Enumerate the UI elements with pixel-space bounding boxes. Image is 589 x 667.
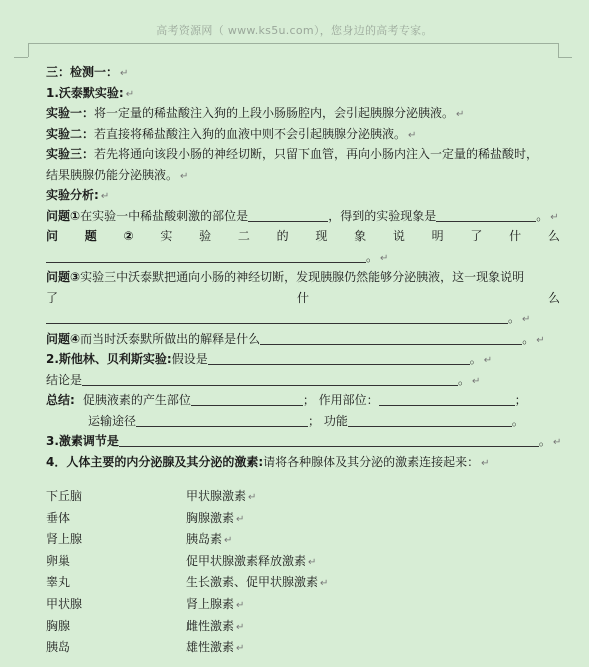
answer-blank[interactable] bbox=[119, 432, 539, 447]
list-item: 睾丸 生长激素、促甲状腺激素 ↵ bbox=[46, 575, 329, 590]
answer-blank[interactable] bbox=[46, 309, 508, 324]
list-item: 肾上腺 胰岛素 ↵ bbox=[46, 532, 233, 547]
list-item: 胸腺 雌性激素 ↵ bbox=[46, 618, 245, 633]
question-1: 问题①在实验一中稀盐酸刺激的部位是 ，得到的实验现象是 。 ↵ bbox=[46, 208, 559, 223]
question-3-cont: 了 什 么 bbox=[46, 290, 560, 305]
question-2: 问 题 ② 实 验 二 的 现 象 说 明 了 什 么 bbox=[46, 229, 560, 243]
list-item: 胰岛 雄性激素 ↵ bbox=[46, 640, 245, 655]
hormone-regulation: 3.激素调节是 。 ↵ bbox=[46, 434, 562, 448]
summary-line-2: 运输途径 ； 功能 。 bbox=[88, 413, 524, 428]
header-rule bbox=[28, 43, 558, 44]
margin-corner-right-tick bbox=[558, 57, 572, 58]
question-4: 问题④而当时沃泰默所做出的解释是什么 。 ↵ bbox=[46, 331, 545, 346]
answer-blank[interactable] bbox=[260, 330, 522, 345]
margin-corner-right bbox=[544, 43, 559, 57]
answer-blank[interactable] bbox=[379, 391, 515, 406]
analysis-heading: 实验分析: ↵ bbox=[46, 188, 110, 202]
answer-blank[interactable] bbox=[348, 412, 512, 427]
answer-blank[interactable] bbox=[208, 350, 470, 365]
answer-blank[interactable] bbox=[248, 207, 328, 222]
exp2-conclusion: 结论是 。 ↵ bbox=[46, 372, 481, 387]
question-3: 问题③实验三中沃泰默把通向小肠的神经切断，发现胰腺仍然能够分泌胰液，这一现象说明 bbox=[46, 270, 525, 284]
exp1-title: 1.沃泰默实验: ↵ bbox=[46, 85, 135, 100]
answer-blank[interactable] bbox=[436, 207, 536, 222]
list-item: 下丘脑 甲状腺激素 ↵ bbox=[46, 489, 257, 503]
experiment-3-cont: 结果胰腺仍能分泌胰液。 ↵ bbox=[46, 167, 189, 182]
answer-blank[interactable] bbox=[136, 412, 308, 427]
page-header: 高考资源网（ www.ks5u.com），您身边的高考专家。 bbox=[156, 24, 433, 37]
question-3-answer: 。 ↵ bbox=[46, 308, 560, 329]
margin-corner-left bbox=[28, 43, 43, 57]
section-heading: 三：检测一： ↵ bbox=[46, 65, 129, 79]
answer-blank[interactable] bbox=[191, 391, 303, 406]
answer-blank[interactable] bbox=[46, 248, 366, 263]
gland-hormone-list bbox=[46, 486, 446, 659]
question-2-answer: 。 ↵ bbox=[46, 247, 560, 268]
endocrine-heading: 4．人体主要的内分泌腺及其分泌的激素:请将各种腺体及其分泌的激素连接起来： ↵ bbox=[46, 454, 490, 469]
list-item: 卵巢 促甲状腺激素释放激素 ↵ bbox=[46, 553, 317, 568]
experiment-3: 实验三：若先将通向该段小肠的神经切断，只留下血管，再向小肠内注入一定量的稀盐酸时， bbox=[46, 147, 539, 161]
margin-corner-left-tick bbox=[14, 57, 28, 58]
exp2-hypothesis: 2.斯他林、贝利斯实验:假设是 。 ↵ bbox=[46, 352, 493, 366]
list-item: 垂体 胸腺激素 ↵ bbox=[46, 510, 245, 525]
experiment-2: 实验二：若直接将稀盐酸注入狗的血液中则不会引起胰腺分泌胰液。 ↵ bbox=[46, 126, 417, 141]
summary-line-1: 总结: 促胰液素的产生部位 ； 作用部位： ； bbox=[46, 393, 527, 407]
experiment-1: 实验一：将一定量的稀盐酸注入狗的上段小肠肠腔内，会引起胰腺分泌胰液。 ↵ bbox=[46, 106, 465, 120]
list-item: 甲状腺 肾上腺素 ↵ bbox=[46, 596, 245, 611]
document-body[interactable] bbox=[46, 62, 560, 472]
answer-blank[interactable] bbox=[82, 371, 458, 386]
